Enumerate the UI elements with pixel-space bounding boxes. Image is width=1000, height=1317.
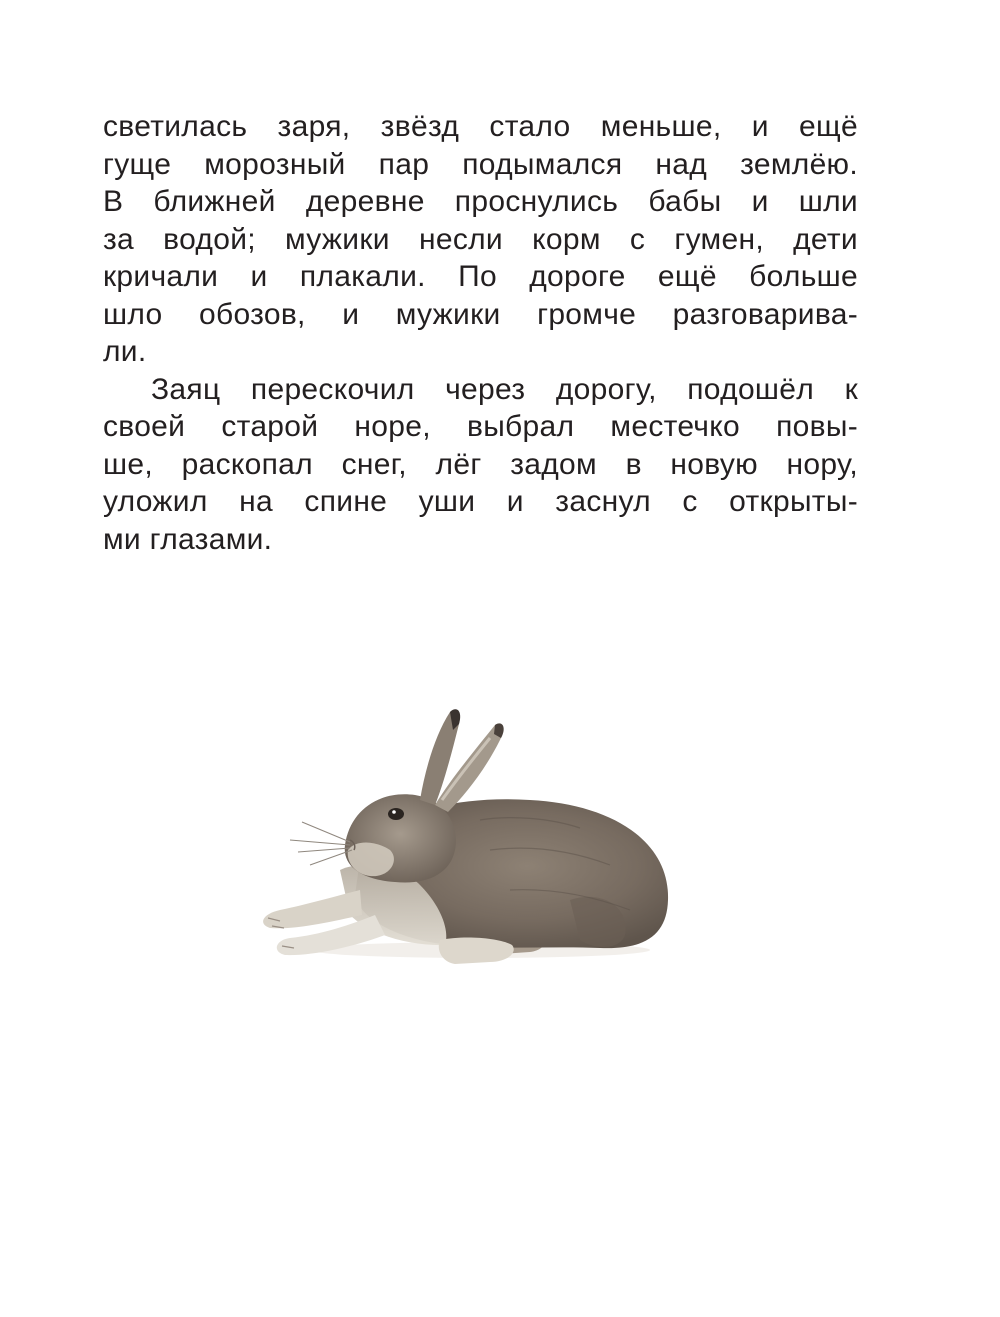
hare-illustration	[250, 700, 680, 980]
text-line: ми глазами.	[103, 522, 273, 556]
text-line: своей старой норе, выбрал местечко повы-	[103, 410, 858, 443]
text-line: ли.	[103, 335, 147, 368]
text-line: за водой; мужики несли корм с гумен, дети	[103, 222, 858, 256]
text-line: гуще морозный пар подымался над землёю.	[103, 147, 858, 181]
story-text	[103, 108, 858, 558]
text-line: В ближней деревне проснулись бабы и шли	[103, 185, 858, 218]
text-line: шло обозов, и мужики громче разговарива-	[103, 297, 858, 331]
paragraph-1	[103, 108, 858, 371]
text-line: уложил на спине уши и заснул с открыты-	[103, 485, 858, 518]
text-line: кричали и плакали. По дороге ещё больше	[103, 260, 858, 293]
text-line: Заяц перескочил через дорогу, подошёл к	[151, 372, 858, 406]
text-line: светилась заря, звёзд стало меньше, и ещё	[103, 110, 858, 143]
paragraph-2	[103, 371, 858, 559]
text-line: ше, раскопал снег, лёг задом в новую нору,	[103, 447, 858, 481]
